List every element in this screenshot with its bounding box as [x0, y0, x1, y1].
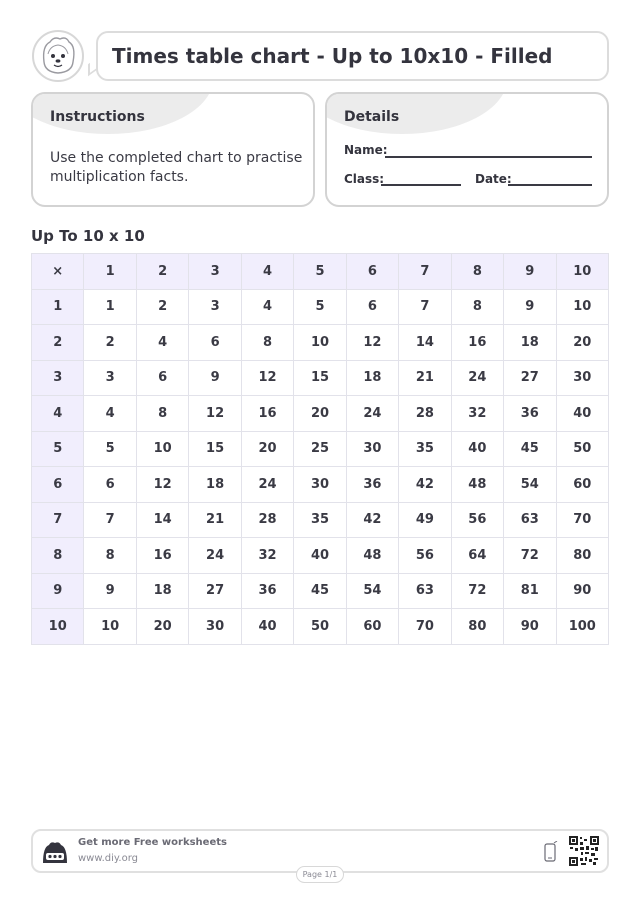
- instructions-title: Instructions: [50, 109, 145, 125]
- table-cell: 6: [136, 360, 188, 396]
- table-cell: 7: [84, 502, 136, 538]
- class-label: Class:: [344, 172, 385, 186]
- table-cell: 12: [189, 396, 241, 432]
- row-header: 8: [32, 538, 84, 574]
- table-cell: 30: [556, 360, 608, 396]
- table-cell: 30: [189, 609, 241, 645]
- table-corner-cell: ×: [32, 254, 84, 290]
- table-header-row: [32, 254, 609, 290]
- table-cell: 27: [504, 360, 556, 396]
- table-cell: 20: [556, 325, 608, 361]
- table-cell: 20: [136, 609, 188, 645]
- date-label: Date:: [475, 172, 512, 186]
- table-cell: 45: [294, 573, 346, 609]
- table-row: [32, 502, 609, 538]
- column-header: 8: [451, 254, 503, 290]
- table-cell: 56: [451, 502, 503, 538]
- table-cell: 4: [84, 396, 136, 432]
- yeti-mascot-icon: [34, 32, 82, 80]
- table-cell: 21: [399, 360, 451, 396]
- table-cell: 100: [556, 609, 608, 645]
- table-cell: 14: [399, 325, 451, 361]
- row-header: 5: [32, 431, 84, 467]
- diy-logo-icon: [41, 839, 69, 865]
- instructions-card: [31, 92, 315, 207]
- table-cell: 54: [346, 573, 398, 609]
- table-cell: 7: [399, 289, 451, 325]
- table-cell: 12: [346, 325, 398, 361]
- table-row: [32, 609, 609, 645]
- table-cell: 27: [189, 573, 241, 609]
- table-cell: 20: [241, 431, 293, 467]
- table-cell: 50: [294, 609, 346, 645]
- column-header: 10: [556, 254, 608, 290]
- instructions-text: Use the completed chart to practise multiplication facts.: [50, 150, 303, 185]
- table-cell: 18: [504, 325, 556, 361]
- table-cell: 18: [346, 360, 398, 396]
- table-cell: 36: [241, 573, 293, 609]
- table-cell: 16: [136, 538, 188, 574]
- table-cell: 2: [136, 289, 188, 325]
- details-title: Details: [344, 109, 400, 125]
- title-banner: [96, 31, 609, 81]
- table-row: [32, 431, 609, 467]
- table-cell: 80: [556, 538, 608, 574]
- table-cell: 9: [189, 360, 241, 396]
- table-cell: 18: [136, 573, 188, 609]
- column-header: 9: [504, 254, 556, 290]
- table-cell: 30: [346, 431, 398, 467]
- table-cell: 35: [294, 502, 346, 538]
- table-row: [32, 396, 609, 432]
- table-cell: 12: [136, 467, 188, 503]
- footer-promo-text: Get more Free worksheets: [78, 837, 227, 848]
- table-cell: 80: [451, 609, 503, 645]
- table-cell: 81: [504, 573, 556, 609]
- row-header: 6: [32, 467, 84, 503]
- table-cell: 70: [399, 609, 451, 645]
- table-cell: 6: [84, 467, 136, 503]
- table-cell: 4: [136, 325, 188, 361]
- table-cell: 45: [504, 431, 556, 467]
- row-header: 2: [32, 325, 84, 361]
- qr-code-icon: [569, 836, 599, 866]
- date-field[interactable]: [508, 184, 592, 186]
- table-cell: 30: [294, 467, 346, 503]
- table-cell: 8: [136, 396, 188, 432]
- table-cell: 56: [399, 538, 451, 574]
- table-cell: 24: [241, 467, 293, 503]
- table-cell: 42: [399, 467, 451, 503]
- section-title: Up To 10 x 10: [31, 227, 145, 245]
- row-header: 7: [32, 502, 84, 538]
- column-header: 3: [189, 254, 241, 290]
- table-cell: 10: [136, 431, 188, 467]
- table-row: [32, 573, 609, 609]
- table-row: [32, 467, 609, 503]
- row-header: 10: [32, 609, 84, 645]
- table-cell: 2: [84, 325, 136, 361]
- table-cell: 9: [504, 289, 556, 325]
- table-row: [32, 325, 609, 361]
- table-cell: 15: [189, 431, 241, 467]
- table-cell: 14: [136, 502, 188, 538]
- column-header: 7: [399, 254, 451, 290]
- table-cell: 10: [294, 325, 346, 361]
- column-header: 2: [136, 254, 188, 290]
- table-cell: 10: [84, 609, 136, 645]
- table-cell: 6: [189, 325, 241, 361]
- table-cell: 60: [556, 467, 608, 503]
- table-cell: 64: [451, 538, 503, 574]
- table-cell: 3: [84, 360, 136, 396]
- column-header: 4: [241, 254, 293, 290]
- table-cell: 20: [294, 396, 346, 432]
- table-cell: 8: [241, 325, 293, 361]
- page-number-badge: Page 1/1: [296, 866, 344, 883]
- table-cell: 40: [241, 609, 293, 645]
- table-cell: 36: [346, 467, 398, 503]
- table-cell: 9: [84, 573, 136, 609]
- table-cell: 90: [556, 573, 608, 609]
- table-cell: 16: [451, 325, 503, 361]
- table-cell: 54: [504, 467, 556, 503]
- column-header: 1: [84, 254, 136, 290]
- table-cell: 70: [556, 502, 608, 538]
- table-cell: 50: [556, 431, 608, 467]
- table-cell: 28: [399, 396, 451, 432]
- table-cell: 72: [451, 573, 503, 609]
- table-cell: 40: [451, 431, 503, 467]
- table-cell: 1: [84, 289, 136, 325]
- table-cell: 24: [189, 538, 241, 574]
- page-title: Times table chart - Up to 10x10 - Filled: [112, 44, 553, 68]
- table-row: [32, 538, 609, 574]
- table-cell: 49: [399, 502, 451, 538]
- table-cell: 5: [84, 431, 136, 467]
- name-label: Name:: [344, 143, 388, 157]
- table-cell: 21: [189, 502, 241, 538]
- table-cell: 10: [556, 289, 608, 325]
- table-cell: 6: [346, 289, 398, 325]
- column-header: 5: [294, 254, 346, 290]
- table-row: [32, 289, 609, 325]
- table-cell: 8: [84, 538, 136, 574]
- mascot-avatar: [32, 30, 84, 82]
- table-cell: 48: [346, 538, 398, 574]
- times-table: [31, 253, 609, 645]
- table-cell: 36: [504, 396, 556, 432]
- row-header: 4: [32, 396, 84, 432]
- table-cell: 48: [451, 467, 503, 503]
- table-cell: 40: [556, 396, 608, 432]
- table-cell: 35: [399, 431, 451, 467]
- table-cell: 28: [241, 502, 293, 538]
- table-cell: 12: [241, 360, 293, 396]
- column-header: 6: [346, 254, 398, 290]
- row-header: 1: [32, 289, 84, 325]
- table-cell: 72: [504, 538, 556, 574]
- phone-icon: [544, 841, 558, 863]
- table-cell: 4: [241, 289, 293, 325]
- row-header: 3: [32, 360, 84, 396]
- table-cell: 5: [294, 289, 346, 325]
- table-cell: 25: [294, 431, 346, 467]
- table-cell: 63: [399, 573, 451, 609]
- table-cell: 15: [294, 360, 346, 396]
- table-cell: 24: [451, 360, 503, 396]
- table-row: [32, 360, 609, 396]
- table-cell: 16: [241, 396, 293, 432]
- table-cell: 42: [346, 502, 398, 538]
- details-card: [325, 92, 609, 207]
- table-cell: 60: [346, 609, 398, 645]
- footer-link[interactable]: www.diy.org: [78, 853, 138, 864]
- table-cell: 63: [504, 502, 556, 538]
- table-cell: 18: [189, 467, 241, 503]
- table-cell: 32: [241, 538, 293, 574]
- table-cell: 8: [451, 289, 503, 325]
- class-field[interactable]: [381, 184, 461, 186]
- table-cell: 90: [504, 609, 556, 645]
- row-header: 9: [32, 573, 84, 609]
- table-cell: 32: [451, 396, 503, 432]
- table-cell: 3: [189, 289, 241, 325]
- table-cell: 24: [346, 396, 398, 432]
- table-cell: 40: [294, 538, 346, 574]
- name-field[interactable]: [385, 156, 592, 158]
